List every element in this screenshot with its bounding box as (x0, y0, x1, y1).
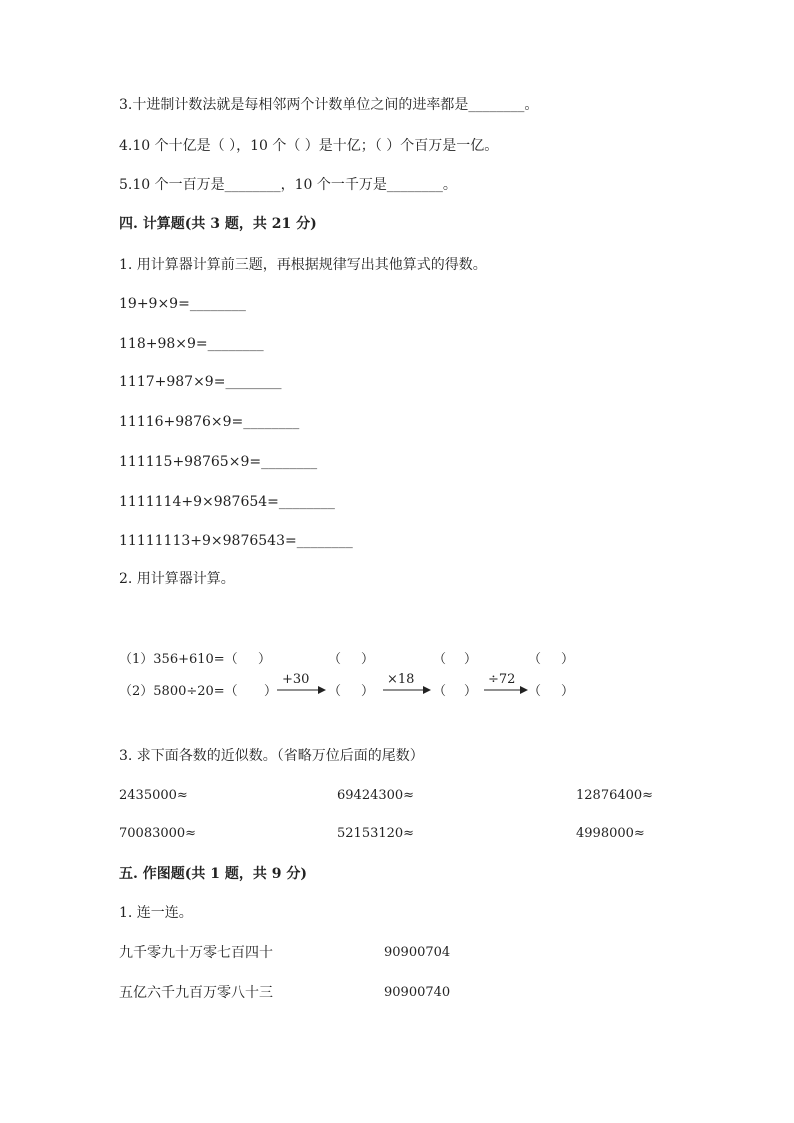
operator-plus-30: +30 (282, 672, 310, 687)
answer-open-paren: （ (433, 684, 447, 699)
answer-close-paren: ） (464, 684, 478, 699)
answer-close-paren: ） (361, 652, 375, 667)
approx-item: 4998000≈ (576, 826, 645, 841)
answer-close-paren: ） (561, 652, 575, 667)
match-left-item: 五亿六千九百万零八十三 (119, 985, 273, 1001)
answer-open-paren: （ (328, 684, 342, 699)
answer-open-paren: （ (528, 684, 542, 699)
question-3: 3.十进制计数法就是每相邻两个计数单位之间的进率都是________。 (119, 97, 539, 113)
equation-1: 19+9×9=________ (119, 296, 246, 312)
equation-5: 111115+98765×9=________ (119, 454, 318, 470)
approx-item: 2435000≈ (119, 788, 188, 803)
chain-row-2-label: （2）5800÷20=（ (119, 684, 238, 699)
approx-item: 70083000≈ (119, 826, 197, 841)
equation-6: 1111114+9×987654=________ (119, 494, 335, 510)
chain-row-2-close: ） (264, 684, 278, 699)
section-4-title: 四. 计算题(共 3 题，共 21 分) (119, 216, 317, 232)
answer-close-paren: ） (361, 684, 375, 699)
equation-7: 11111113+9×9876543=________ (119, 533, 353, 549)
draw-question-1-prompt: 1. 连一连。 (119, 905, 193, 921)
answer-open-paren: （ (328, 652, 342, 667)
calc-question-2-prompt: 2. 用计算器计算。 (119, 571, 235, 587)
answer-close-paren: ） (464, 652, 478, 667)
section-5-title: 五. 作图题(共 1 题，共 9 分) (119, 866, 307, 882)
approx-item: 69424300≈ (337, 788, 415, 803)
approx-item: 52153120≈ (337, 826, 415, 841)
equation-2: 118+98×9=________ (119, 336, 264, 352)
chain-row-1-close: ） (258, 652, 272, 667)
approx-item: 12876400≈ (576, 788, 654, 803)
question-5: 5.10 个一百万是________，10 个一千万是________。 (119, 177, 457, 193)
answer-open-paren: （ (433, 652, 447, 667)
match-right-item: 90900704 (384, 945, 451, 960)
answer-close-paren: ） (561, 684, 575, 699)
equation-3: 1117+987×9=________ (119, 374, 282, 390)
answer-open-paren: （ (528, 652, 542, 667)
operator-times-18: ×18 (387, 672, 415, 687)
question-4: 4.10 个十亿是（ ），10 个（ ）是十亿；（ ）个百万是一亿。 (119, 138, 499, 154)
calc-question-1-prompt: 1. 用计算器计算前三题，再根据规律写出其他算式的得数。 (119, 257, 487, 273)
calc-question-3-prompt: 3. 求下面各数的近似数。（省略万位后面的尾数） (119, 748, 424, 764)
chain-row-1-label: （1）356+610=（ (119, 652, 238, 667)
match-right-item: 90900740 (384, 985, 451, 1000)
operator-divide-72: ÷72 (488, 672, 516, 687)
equation-4: 11116+9876×9=________ (119, 414, 300, 430)
match-left-item: 九千零九十万零七百四十 (119, 945, 273, 961)
